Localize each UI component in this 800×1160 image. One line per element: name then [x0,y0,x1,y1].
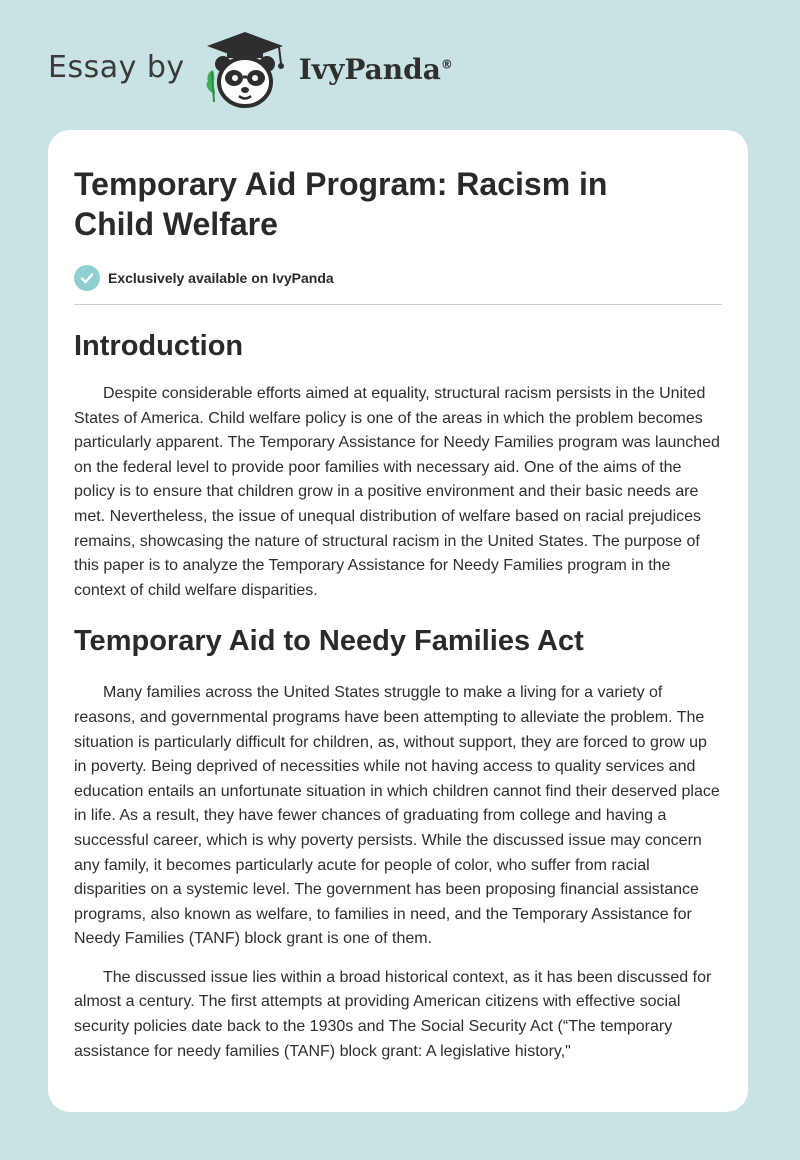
brand-name[interactable]: IvyPanda® [298,52,453,86]
section-introduction [74,329,722,603]
paragraph: The discussed issue lies within a broad historical context, as it has been discussed for almost a century. The first attempts at providing American citizens with effective social security policies date back to the 1930s and The Social Security Act (“The temporary assistance for needy families (TANF) block grant: A legislative history," [74,968,712,1060]
essay-card [48,130,748,1112]
exclusive-label: Exclusively available on IvyPanda [108,270,334,286]
essay-title: Temporary Aid Program: Racism in Child Welfare [74,166,608,242]
site-header [48,28,453,112]
brand-prefix: Essay by [48,49,185,85]
panda-logo-icon[interactable] [199,30,291,110]
section-heading: Introduction [74,330,244,362]
divider [74,304,722,305]
exclusive-badge [74,264,722,292]
leaf-icon [206,70,215,102]
paragraph: Many families across the United States struggle to make a living for a variety of reasons, and governmental programs have been attempting to alleviate the problem. The situation is particularly difficult for children, as, without support, they are forced to grow up in poverty. Being deprived of necessities while not having access to quality services and education entails an unfortunate situation in which children cannot find their deserved place in life. As a result, they have fewer chances of graduating from college and having a successful career, which is why poverty persists. While the discussed issue may concern any family, it becomes particularly acute for people of color, who suffer from racial disparities on a systemic level. The government has been proposing financial assistance programs, also known as welfare, to families in need, and the Temporary Assistance for Needy Families (TANF) block grant is one of them. [74,684,720,948]
paragraph: Despite considerable efforts aimed at equality, structural racism persists in the United States of America. Child welfare policy is one of the areas in which the problem becomes particularly apparent. The Temporary Assistance for Needy Families program was launched on the federal level to provide poor families with necessary aid. One of the aims of the policy is to ensure that children grow in a positive environment and their basic needs are met. Nevertheless, the issue of unequal distribution of welfare based on racial prejudices remains, showcasing the nature of structural racism in the United States. The purpose of this paper is to analyze the Temporary Assistance for Needy Families program in the context of child welfare disparities. [74,385,720,599]
section-heading: Temporary Aid to Needy Families Act [74,625,584,658]
registered-mark: ® [440,57,453,72]
section-tanf-act [74,624,722,1064]
checkmark-icon [74,265,100,291]
